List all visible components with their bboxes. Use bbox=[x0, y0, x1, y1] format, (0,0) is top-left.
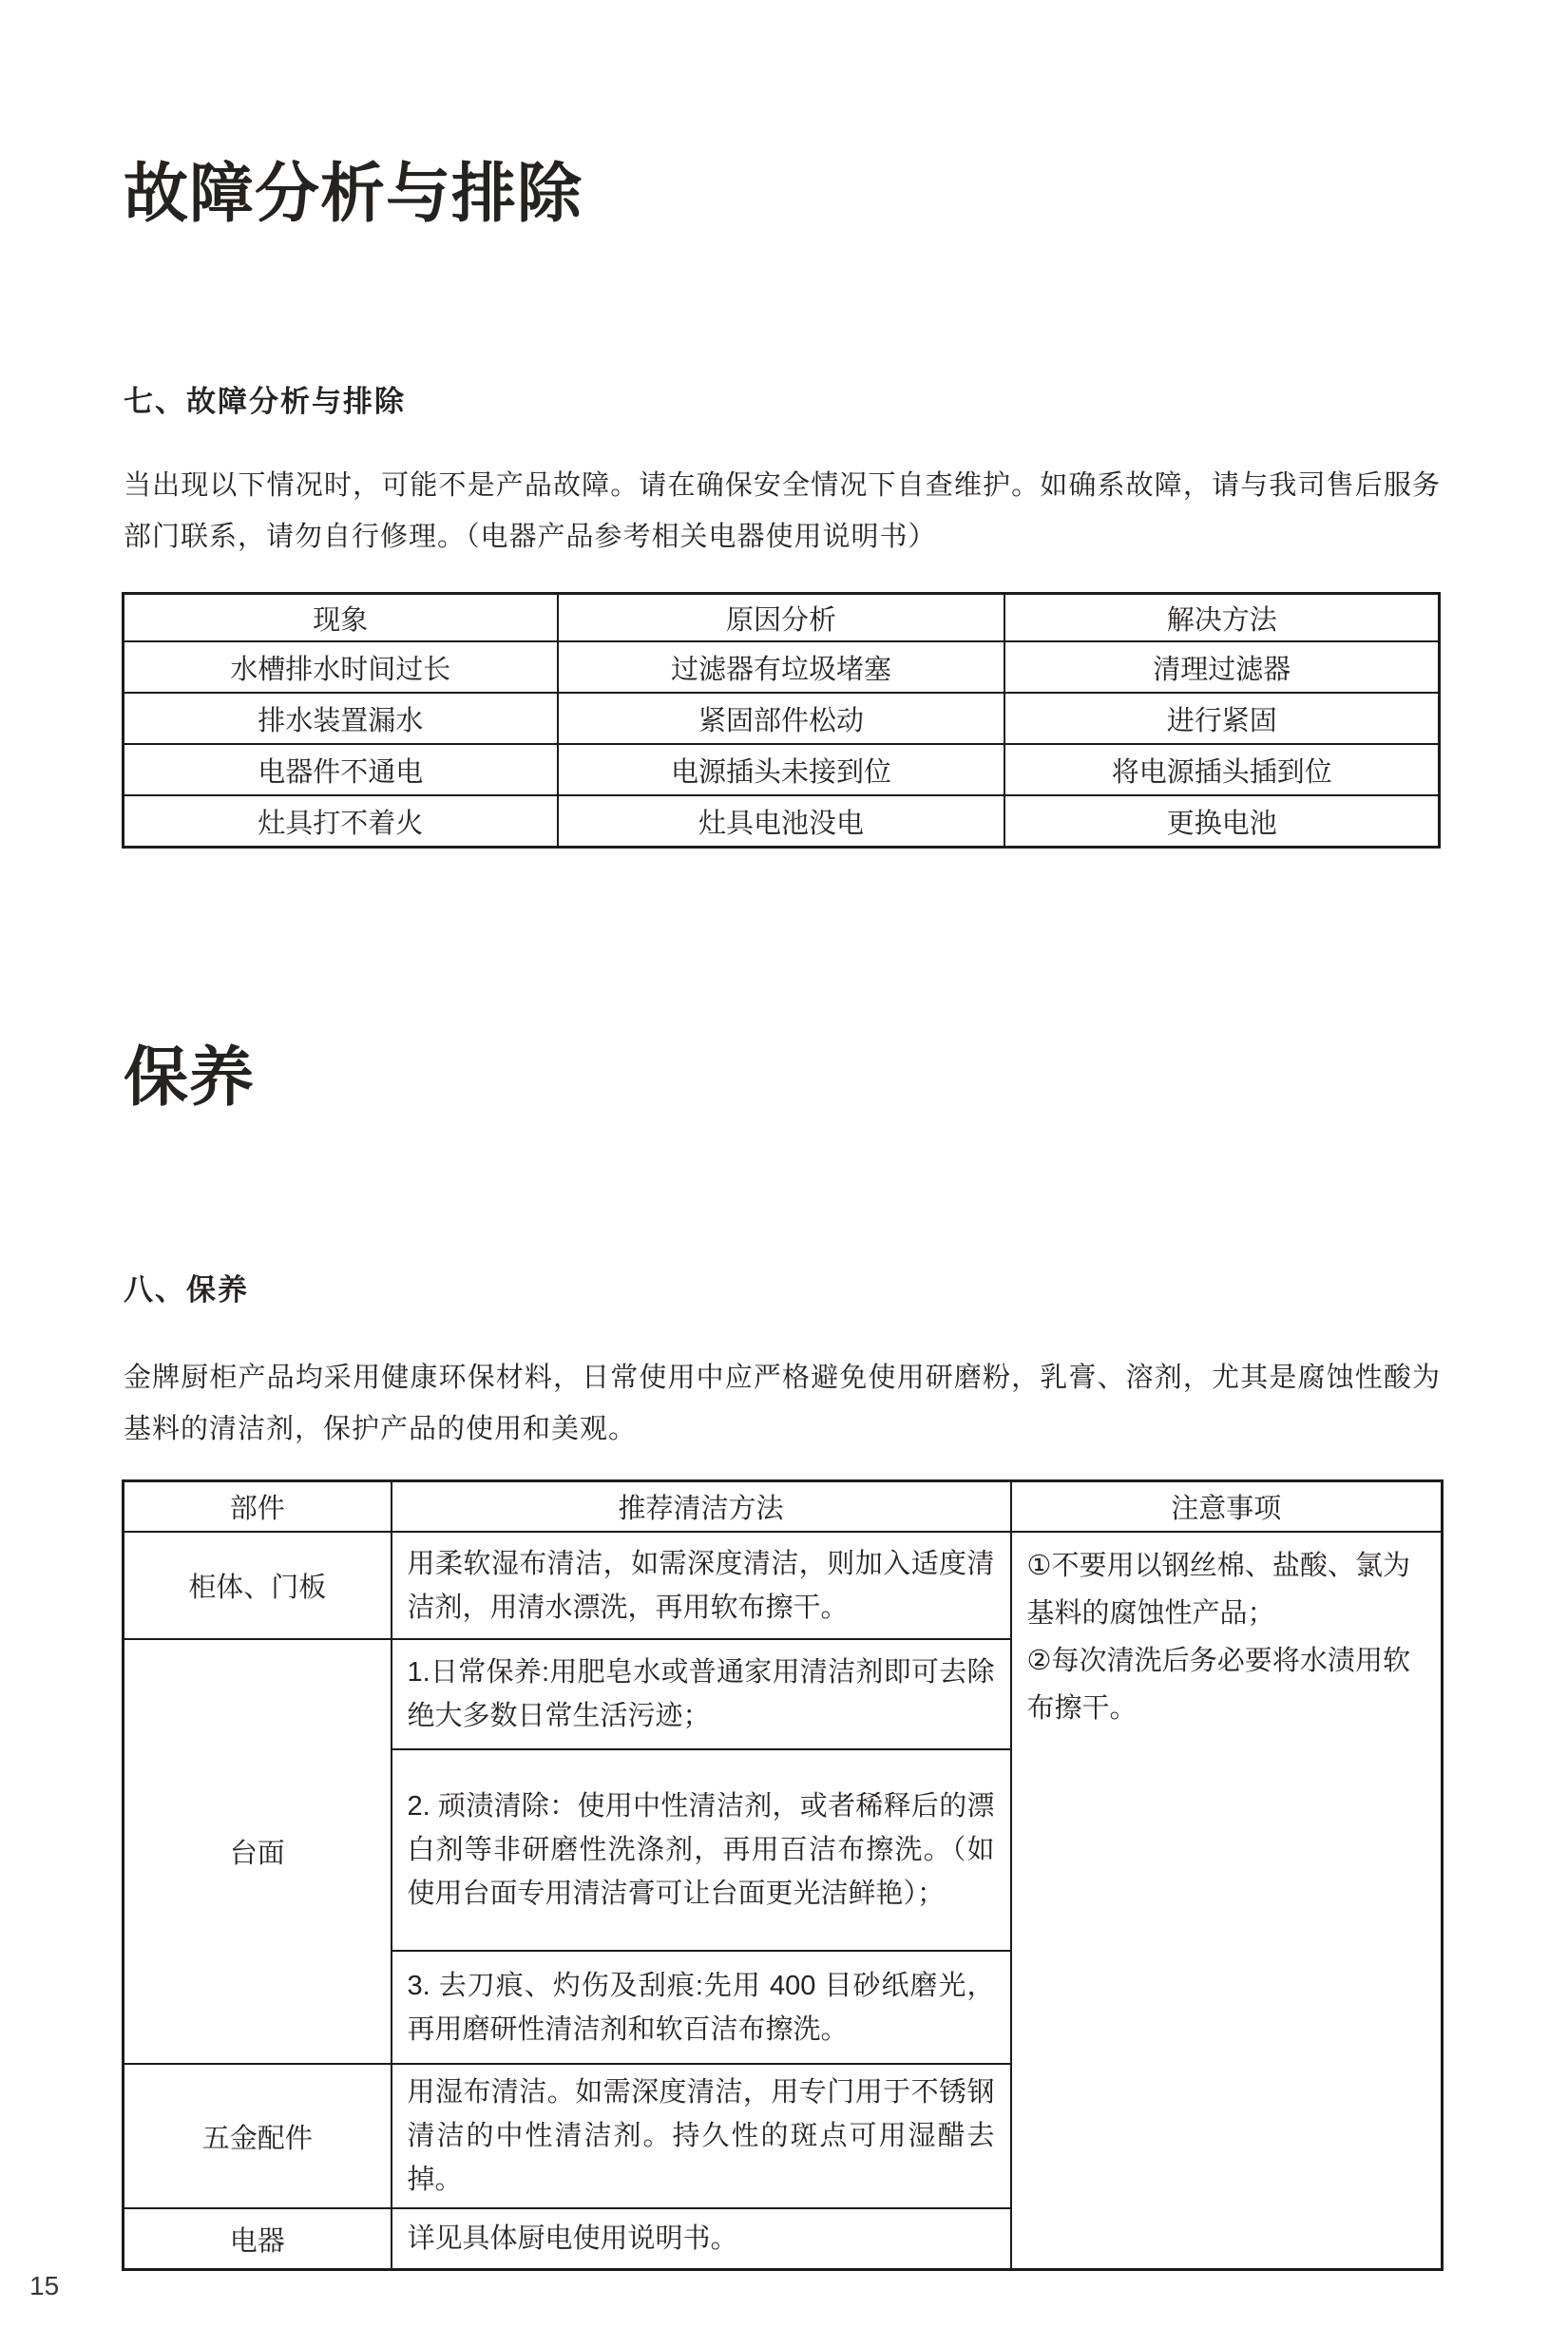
cell-solution: 更换电池 bbox=[1004, 795, 1439, 848]
cell-cause: 电源插头未接到位 bbox=[558, 744, 1005, 795]
maintenance-table bbox=[122, 1479, 1444, 2271]
table-header-row bbox=[124, 594, 1440, 642]
cell-part-hardware: 五金配件 bbox=[124, 2064, 392, 2208]
cell-cause: 紧固部件松动 bbox=[558, 693, 1005, 744]
cell-method-countertop-stains: 2. 顽渍清除：使用中性清洁剂，或者稀释后的漂白剂等非研磨性洗涤剂，再用百洁布擦洗。（如使用台面专用清洁膏可让台面更光洁鲜艳）； bbox=[392, 1749, 1011, 1951]
page-number: 15 bbox=[29, 2271, 60, 2300]
cell-cause: 灶具电池没电 bbox=[558, 795, 1005, 848]
header-cell-phenomenon: 现象 bbox=[124, 594, 558, 642]
cell-cause: 过滤器有垃圾堵塞 bbox=[558, 641, 1005, 693]
cell-part-cabinet: 柜体、门板 bbox=[124, 1532, 392, 1639]
cell-phenomenon: 水槽排水时间过长 bbox=[124, 641, 558, 693]
cell-phenomenon: 排水装置漏水 bbox=[124, 693, 558, 744]
cell-method-appliance: 详见具体厨电使用说明书。 bbox=[392, 2208, 1011, 2270]
cell-method-cabinet: 用柔软湿布清洁，如需深度清洁，则加入适度清洁剂，用清水漂洗，再用软布擦干。 bbox=[392, 1532, 1011, 1639]
maintenance-section-heading: 八、保养 bbox=[124, 1273, 249, 1307]
cell-solution: 将电源插头插到位 bbox=[1004, 744, 1439, 795]
cell-solution: 进行紧固 bbox=[1004, 693, 1439, 744]
troubleshooting-table bbox=[122, 592, 1441, 849]
table-row bbox=[124, 744, 1440, 795]
cell-part-countertop: 台面 bbox=[124, 1639, 392, 2064]
caution-note-1: ①不要用以钢丝棉、盐酸、氯为基料的腐蚀性产品； bbox=[1026, 1551, 1410, 1629]
table-row bbox=[124, 795, 1440, 848]
cell-method-countertop-daily: 1.日常保养:用肥皂水或普通家用清洁剂即可去除绝大多数日常生活污迹； bbox=[392, 1639, 1011, 1749]
cell-cautions bbox=[1011, 1532, 1443, 2270]
header-cell-part: 部件 bbox=[124, 1481, 392, 1533]
cell-method-hardware: 用湿布清洁。如需深度清洁，用专门用于不锈钢清洁的中性清洁剂。持久性的斑点可用湿醋去掉。 bbox=[392, 2064, 1011, 2208]
header-cell-caution: 注意事项 bbox=[1011, 1481, 1443, 1533]
table-row bbox=[124, 693, 1440, 744]
troubleshooting-intro-paragraph: 当出现以下情况时，可能不是产品故障。请在确保安全情况下自查维护。如确系故障，请与我司售后服务部门联系，请勿自行修理。（电器产品参考相关电器使用说明书） bbox=[124, 470, 1441, 552]
troubleshooting-page-title: 故障分析与排除 bbox=[124, 158, 583, 230]
header-cell-solution: 解决方法 bbox=[1004, 594, 1439, 642]
table-row-cabinet bbox=[124, 1532, 1443, 1639]
table-header-row bbox=[124, 1481, 1443, 1533]
table-row bbox=[124, 641, 1440, 693]
cell-part-appliance: 电器 bbox=[124, 2208, 392, 2270]
cell-phenomenon: 电器件不通电 bbox=[124, 744, 558, 795]
troubleshooting-section-heading: 七、故障分析与排除 bbox=[124, 385, 406, 418]
cell-solution: 清理过滤器 bbox=[1004, 641, 1439, 693]
maintenance-page-title: 保养 bbox=[124, 1041, 256, 1114]
caution-note-2: ②每次清洗后务必要将水渍用软布擦干。 bbox=[1026, 1646, 1410, 1724]
maintenance-intro-paragraph: 金牌厨柜产品均采用健康环保材料，日常使用中应严格避免使用研磨粉，乳膏、溶剂，尤其是腐蚀性酸为基料的清洁剂，保护产品的使用和美观。 bbox=[124, 1363, 1441, 1444]
cell-method-countertop-scratches: 3. 去刀痕、灼伤及刮痕:先用 400 目砂纸磨光，再用磨研性清洁剂和软百洁布擦洗。 bbox=[392, 1951, 1011, 2064]
cell-phenomenon: 灶具打不着火 bbox=[124, 795, 558, 848]
header-cell-cause: 原因分析 bbox=[558, 594, 1005, 642]
header-cell-method: 推荐清洁方法 bbox=[392, 1481, 1011, 1533]
